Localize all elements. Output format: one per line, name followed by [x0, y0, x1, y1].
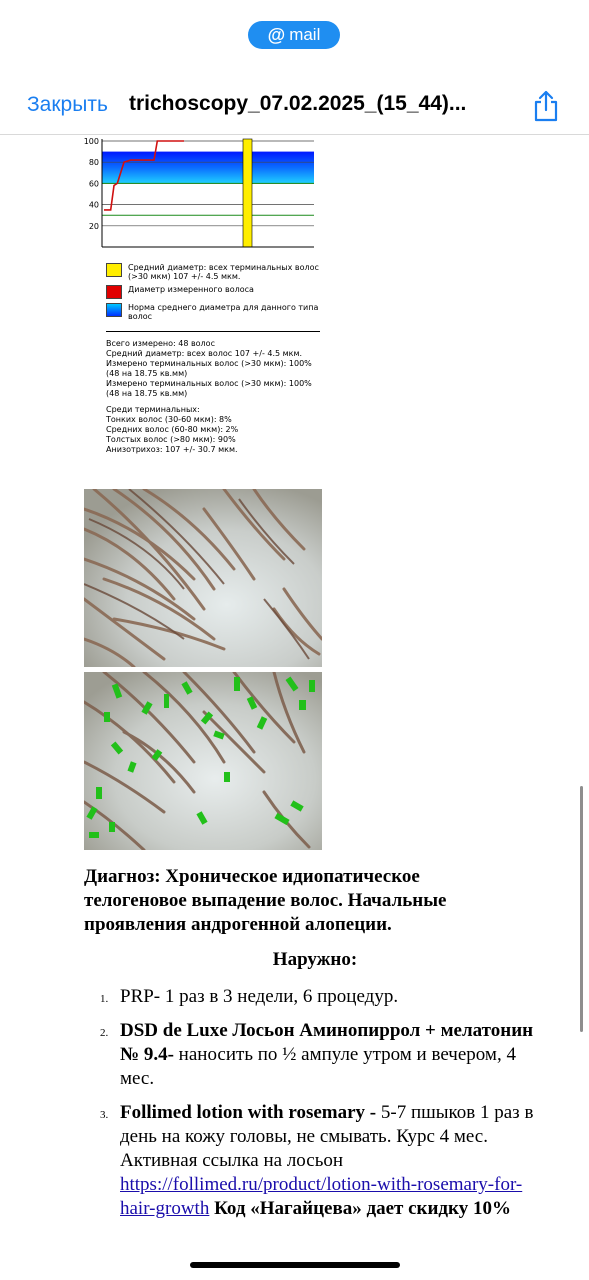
treatment-list [100, 985, 550, 1231]
discount-text: Код «Нагайцева» дает скидку 10% [209, 1198, 511, 1219]
terminal-line: Тонких волос (30-60 мкм): 8% [106, 415, 232, 424]
item-text: PRP- 1 раз в 3 недели, 6 процедур. [120, 986, 399, 1007]
item-bold-text: DSD de Luxe Лосьон Аминопиррол + мелатонин № 9.4- [120, 1020, 534, 1065]
terminal-line: Толстых волос (>80 мкм): 90% [106, 435, 236, 444]
legend-item-mean [106, 263, 326, 281]
stat-line: Всего измерено: 48 волос [106, 339, 215, 348]
list-item [100, 1019, 550, 1091]
file-title: trichoscopy_07.02.2025_(15_44)... [129, 92, 467, 115]
y-tick-label: 100 [83, 137, 99, 146]
diagnosis-text: Диагноз: Хроническое идиопатическое телогеновое выпадение волос. Начальные проявления андрогенной алопеции. [84, 866, 447, 935]
y-tick-label: 20 [88, 221, 99, 231]
at-icon: @ [267, 24, 286, 45]
share-icon[interactable] [531, 90, 561, 122]
lotion-link[interactable]: https://follimed.ru/product/lotion-with-rosemary-for-hair-growth [120, 1174, 523, 1219]
legend-item-norm [106, 303, 326, 321]
legend-measured-text: Диаметр измеренного волоса [128, 285, 254, 294]
y-tick-label: 60 [88, 179, 99, 189]
stat-line: Измерено терминальных волос (>30 мкм): 100% [106, 359, 312, 368]
close-button[interactable]: Закрыть [27, 93, 108, 116]
trichoscopy-photo [84, 489, 322, 667]
measurement-stats [106, 339, 336, 455]
list-number: 2. [100, 1027, 109, 1039]
legend-norm-text: Норма среднего диаметра для данного типа волос [128, 303, 319, 321]
external-heading: Наружно: [272, 949, 358, 970]
list-number: 1. [100, 993, 109, 1005]
document-view[interactable] [0, 135, 589, 1280]
list-item [100, 985, 550, 1009]
item-bold-text: Follimed lotion with rosemary - [120, 1102, 377, 1123]
stat-line: Средний диаметр: всех волос 107 +/- 4.5 мкм. [106, 349, 303, 358]
stat-line: Измерено терминальных волос (>30 мкм): 100% [106, 379, 312, 388]
item-text: 5-7 пшыков 1 раз в день на кожу головы, не смывать. Курс 4 мес. Активная ссылка на лосьон [120, 1102, 534, 1171]
red-swatch [106, 285, 122, 299]
mail-back-pill[interactable] [248, 21, 340, 49]
pill-label: mail [289, 25, 321, 44]
list-item [100, 1101, 550, 1221]
norm-band [102, 152, 314, 184]
terminal-line: Анизотрихоз: 107 +/- 30.7 мкм. [106, 445, 238, 454]
legend-mean-text: Средний диаметр: всех терминальных волос (>30 мкм) 107 +/- 4.5 мкм. [128, 263, 319, 281]
diameter-chart [80, 135, 320, 251]
mean-marker [243, 139, 252, 247]
chart-legend [106, 263, 326, 325]
list-number: 3. [100, 1109, 109, 1121]
item-text: наносить по ½ ампуле утром и вечером, 4 мес. [120, 1044, 516, 1089]
stat-line: (48 на 18.75 кв.мм) [106, 389, 188, 398]
y-tick-label: 40 [88, 200, 99, 210]
terminal-line: Средних волос (60-80 мкм): 2% [106, 425, 239, 434]
navigation-bar [0, 80, 589, 135]
home-indicator [190, 1262, 400, 1268]
y-tick-label: 80 [88, 158, 99, 168]
terminal-line: Среди терминальных: [106, 405, 200, 414]
analyzed-trichoscopy-photo [84, 672, 322, 850]
stat-line: (48 на 18.75 кв.мм) [106, 369, 188, 378]
legend-item-measured [106, 285, 326, 299]
yellow-swatch [106, 263, 122, 277]
scrollbar[interactable] [580, 786, 583, 1032]
blue-swatch [106, 303, 122, 317]
legend-divider [106, 331, 320, 332]
